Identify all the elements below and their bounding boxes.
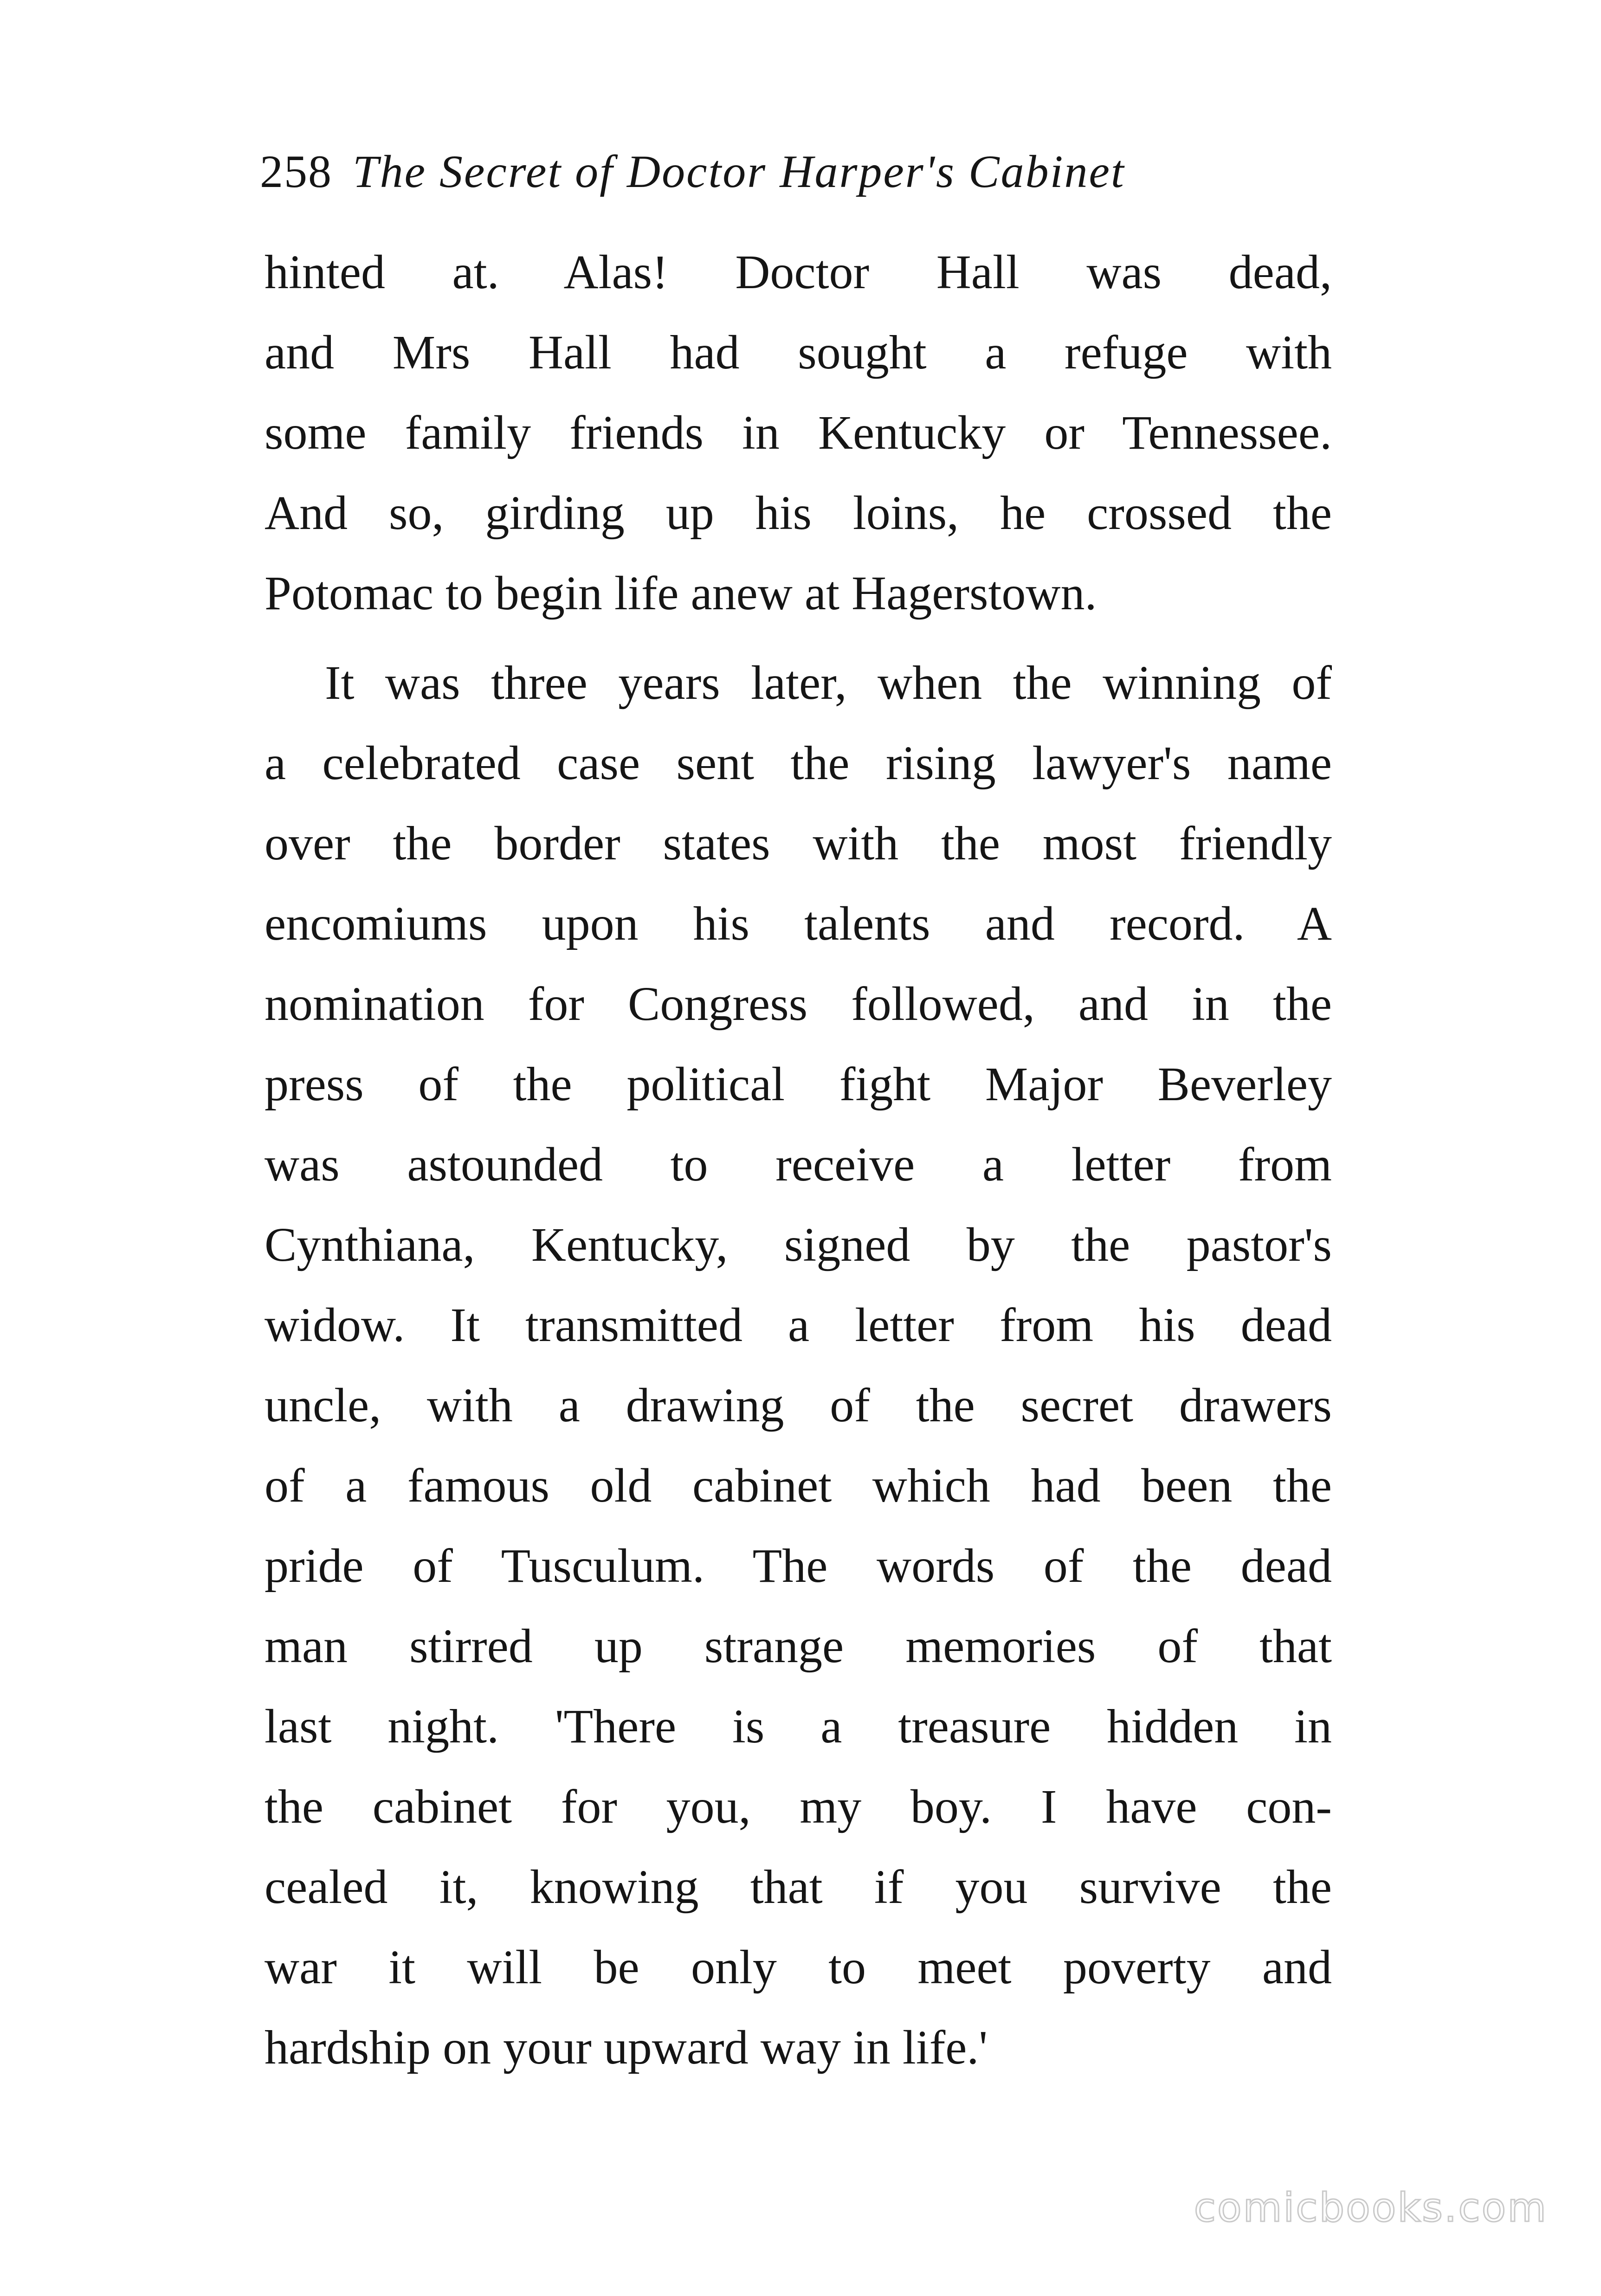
text-line: widow. It transmitted a letter from his dead bbox=[265, 1298, 1332, 1352]
text-line: some family friends in Kentucky or Tennessee. bbox=[265, 406, 1332, 459]
text-line: over the border states with the most friendly bbox=[265, 817, 1332, 870]
text-line: of a famous old cabinet which had been the bbox=[265, 1459, 1332, 1512]
text-line: encomiums upon his talents and record. A bbox=[265, 897, 1332, 950]
text-line: man stirred up strange memories of that bbox=[265, 1619, 1332, 1673]
text-line: war it will be only to meet poverty and bbox=[265, 1941, 1332, 1994]
text-line: Cynthiana, Kentucky, signed by the pastor's bbox=[265, 1218, 1332, 1271]
paragraph bbox=[265, 643, 1332, 2088]
text-line: press of the political fight Major Beverley bbox=[265, 1058, 1332, 1111]
text-line: the cabinet for you, my boy. I have con- bbox=[265, 1780, 1332, 1833]
text-line: hardship on your upward way in life.' bbox=[265, 2021, 988, 2074]
text-line: Potomac to begin life anew at Hagerstown. bbox=[265, 567, 1097, 620]
text-line: cealed it, knowing that if you survive the bbox=[265, 1860, 1332, 1914]
paragraph bbox=[265, 232, 1332, 633]
text-line: pride of Tusculum. The words of the dead bbox=[265, 1539, 1332, 1593]
page-number: 258 bbox=[260, 146, 332, 197]
text-line: and Mrs Hall had sought a refuge with bbox=[265, 326, 1332, 379]
text-line: It was three years later, when the winning of bbox=[325, 656, 1332, 709]
running-title: The Secret of Doctor Harper's Cabinet bbox=[353, 146, 1125, 197]
text-line: hinted at. Alas! Doctor Hall was dead, bbox=[265, 245, 1332, 299]
watermark: comicbooks.com bbox=[1194, 2185, 1548, 2231]
text-line: was astounded to receive a letter from bbox=[265, 1138, 1332, 1191]
running-head bbox=[260, 139, 1355, 204]
text-line: And so, girding up his loins, he crossed the bbox=[265, 486, 1332, 540]
paragraph-gap bbox=[265, 633, 1332, 643]
text-line: a celebrated case sent the rising lawyer's name bbox=[265, 736, 1332, 790]
body-text bbox=[265, 232, 1332, 2088]
text-line: last night. 'There is a treasure hidden in bbox=[265, 1700, 1332, 1753]
text-line: nomination for Congress followed, and in the bbox=[265, 977, 1332, 1031]
text-line: uncle, with a drawing of the secret drawers bbox=[265, 1379, 1332, 1432]
